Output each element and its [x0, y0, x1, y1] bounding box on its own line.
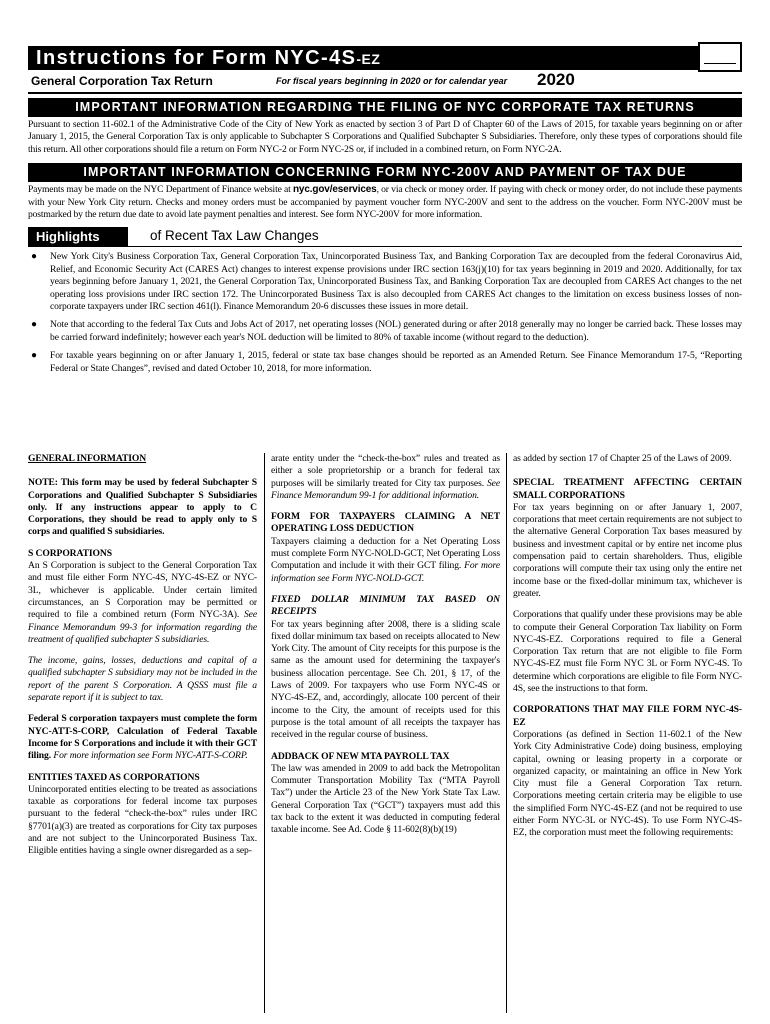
bullet-icon: ●: [31, 350, 37, 362]
entities-text: Unincorporated entities electing to be treated as associations taxable as corporations for federal income tax purposes pursuant to the federal “check-the-box” rules under IRC §7701(a)(3) are treated as corporations for City tax purposes and are not subject to the Unincorporated Business Tax. Eligible entities having a single owner disregarded as a sep-: [28, 783, 257, 857]
bullet-text: For taxable years beginning on or after January 1, 2015, federal or state tax base changes should be reported as an Amended Return. See Finance Memorandum 17-5, “Reporting Federal or State Changes”, revised and dated October 10, 2018, for more information.: [50, 350, 742, 374]
nyc-logo: [698, 42, 742, 72]
nyc-logo-text: NYC: [707, 47, 733, 62]
highlights-subtitle: of Recent Tax Law Changes: [150, 228, 319, 244]
subtitle: General Corporation Tax Return: [31, 74, 213, 88]
federal-s-corp-italic: For more information see Form NYC-ATT-S-CORP.: [51, 750, 248, 762]
note-text: NOTE: This form may be used by federal Subchapter S Corporations and Qualified Subchapter S Subsidiaries only. If any instructions appear to apply to C Corporations, they should be read to apply only to S corps and qualified S subsidiaries.: [28, 477, 257, 538]
eservices-link[interactable]: nyc.gov/eservices: [292, 184, 377, 196]
subtitle-row: [28, 70, 742, 94]
special-treatment-heading: SPECIAL TREATMENT AFFECTING CERTAIN SMALL CORPORATIONS: [513, 477, 742, 501]
qualify-text: Corporations that qualify under these provisions may be able to compute their General Corporation Tax liability on Form NYC-4S-EZ. Corporations required to file a General Corporation Tax return that are not eligible to file Form NYC-4S-EZ must file Form NYC 3L or Form NYC-4S. To determine which corporations are eligible to file Form NYC-4S, see the instructions to that form.: [513, 609, 742, 695]
title-bar: [28, 46, 742, 70]
column-divider: [264, 453, 265, 1013]
column-2: [271, 453, 500, 846]
nyc-logo-rule: [704, 63, 736, 66]
form-title-main: Instructions for Form NYC-4S: [36, 47, 357, 69]
bullet-icon: ●: [31, 319, 37, 331]
payment-text: [28, 184, 742, 221]
may-file-text: Corporations (as defined in Section 11-602.1 of the New York City Administrative Code) doing business, employing capital, owning or leasing property in a corporate or organized capacity, or maintaining an office in New York City must file a General Corporation Tax return. Corporations meeting certain criteria may be eligible to use the simplified Form NYC-4S-EZ (and not be required to use either Form NYC-3L or NYC-4S). To use Form NYC-4S-EZ, the corporation must meet the following requirements:: [513, 728, 742, 839]
qsss-note: The income, gains, losses, deductions and capital of a qualified subchapter S subsidiary may not be included in the report of the parent S Corporation. A QSSS must file a separate report if it is subject to tax.: [28, 655, 257, 704]
highlights-header: [28, 227, 742, 247]
page-header: [28, 46, 742, 381]
column-3: [513, 453, 742, 849]
fixed-dollar-minimum-text: For tax years beginning after 2008, there is a sliding scale fixed dollar minimum tax based on receipts allocated to New York City. The amount of City receipts for this purpose is the same as the amount used for determining the taxpayer's business allocation percentage. See Ch. 201, § 17, of the Laws of 2009. For taxpayers who use Form NYC-4S or NYC-4S-EZ, and, accordingly, allocate 100 percent of their income to the City, the amount of receipts used for this purpose is the total amount of all receipts the taxpayer has received in the regular course of business.: [271, 618, 500, 741]
list-item: [28, 251, 742, 313]
list-item: [28, 350, 742, 375]
check-the-box-body: arate entity under the “check-the-box” rules and treated as either a sole proprietorship or a branch for federal tax purposes will be similarly treated for City tax purposes.: [271, 453, 500, 489]
payment-heading: IMPORTANT INFORMATION CONCERNING FORM NYC-200V AND PAYMENT OF TAX DUE: [28, 163, 742, 182]
nol-italic: For more information see Form NYC-NOLD-GCT.: [271, 560, 500, 584]
column-1: [28, 453, 257, 867]
list-item: [28, 319, 742, 344]
payment-text-after: , or via check or money order. If paying with check or money order, do not include these payments with your New York City return. Checks and money orders must be accompanied by payment voucher form NYC-200V and sent to the address on the voucher. Form NYC-200V must be postmarked by the return due date to avoid late payment penalties and interest. See form NYC-200V for more information.: [28, 184, 743, 221]
special-treatment-text: For tax years beginning on or after January 1, 2007, corporations that meet certain requirements are not subject to the alternative General Corporation Tax bases measured by business and investment capital or by entire net income plus compensation paid to certain shareholders. Thus, eligible corporations will compute their tax using only the entire net income base or the fixed-dollar minimum tax, whichever is greater.: [513, 501, 742, 599]
bullet-text: New York City's Business Corporation Tax, General Corporation Tax, Unincorporated Business Tax, and Banking Corporation Tax are decoupled from the federal Coronavirus Aid, Relief, and Economic Security Act (CARES Act) changes to interest expense provisions under IRC section 163(j)(10) for tax years beginning in 2019 and 2020. Additionally, for tax years beginning before January 1, 2021, the General Corporation Tax, Unincorporated Business Tax, and Banking Corporation Tax are decoupled from CARES Act changes to the net operating loss provisions under IRC section 172. The Unincorporated Business Tax is also decoupled from CARES Act changes to the limitation on excess business losses of non-corporate taxpayers under IRC section 461(l). Finance Memorandum 20-6 discusses these issues in more detail.: [50, 251, 742, 313]
filing-heading: IMPORTANT INFORMATION REGARDING THE FILING OF NYC CORPORATE TAX RETURNS: [28, 98, 742, 117]
filing-text: Pursuant to section 11-602.1 of the Administrative Code of the City of New York as enacted by section 3 of Part D of Chapter 60 of the Laws of 2015, for taxable years beginning on or after January 1, 2015, the General Corporation Tax is only applicable to Subchapter S Corporations and Qualified Subchapter S Subsidiaries. Therefore, only these types of corporations should file this return. All other corporations should file a return on Form NYC-2 or Form NYC-2S or, if included in a combined return, on Form NYC-2A.: [28, 119, 742, 155]
form-title-suffix: -EZ: [356, 51, 381, 67]
instruction-columns: [28, 453, 742, 1013]
nol-heading: FORM FOR TAXPAYERS CLAIMING A NET OPERATING LOSS DEDUCTION: [271, 511, 500, 535]
column-divider: [506, 453, 507, 1013]
general-information-heading: GENERAL INFORMATION: [28, 453, 147, 464]
check-the-box-cont: [271, 453, 500, 502]
s-corporations-body: An S Corporation is subject to the General Corporation Tax and must file either Form NYC-4S, NYC-4S-EZ or NYC-3L, whichever is applicable. Under certain limited circumstances, an S Corporation may be permitted or required to file a combined return (Form NYC-3A).: [28, 560, 257, 621]
form-title: [36, 47, 380, 70]
federal-s-corp-bold: Federal S corporation taxpayers must complete the form NYC-ATT-S-CORP, Calculation of Federal Taxable Income for S Corporations and include it with their GCT filing.: [28, 713, 257, 762]
bullet-icon: ●: [31, 251, 37, 263]
s-corporations-italic: See Finance Memorandum 99-3 for information regarding the treatment of qualified subchapter S subsidiaries.: [28, 609, 257, 645]
mta-payroll-heading: ADDBACK OF NEW MTA PAYROLL TAX: [271, 750, 450, 762]
nol-text: [271, 536, 500, 585]
fixed-dollar-minimum-heading: FIXED DOLLAR MINIMUM TAX BASED ON RECEIPTS: [271, 593, 500, 618]
entities-heading: ENTITIES TAXED AS CORPORATIONS: [28, 771, 200, 783]
fiscal-note: For fiscal years beginning in 2020 or for calendar year: [276, 76, 508, 86]
mta-payroll-text: The law was amended in 2009 to add back the Metropolitan Commuter Transportation Mobility Tax (“MTA Payroll Tax”) under the Article 23 of the New York State Tax Law. General Corporation Tax (“GCT”) taxpayers must add this tax back to the extent it was deducted in computing federal taxable income. See Ad. Code § 11-602(8)(b)(19): [271, 762, 500, 836]
may-file-heading: CORPORATIONS THAT MAY FILE FORM NYC-4S-EZ: [513, 704, 742, 728]
federal-s-corp-text: [28, 713, 257, 762]
nol-body: Taxpayers claiming a deduction for a Net Operating Loss must complete Form NYC-NOLD-GCT, Net Operating Loss Computation and include it with their GCT filing.: [271, 535, 500, 572]
highlights-list: [28, 251, 742, 375]
bullet-text: Note that according to the federal Tax Cuts and Jobs Act of 2017, net operating losses (NOL) generated during or after 2018 generally may no longer be carried back. These losses may be carried forward indefinitely; however each year's NOL deduction will be limited to 80% of taxable income (without regard to the deduction).: [50, 319, 742, 343]
s-corporations-heading: S CORPORATIONS: [28, 547, 112, 559]
tax-year: 2020: [537, 70, 575, 89]
s-corporations-text: [28, 560, 257, 646]
payment-text-before: Payments may be made on the NYC Department of Finance website at: [28, 184, 293, 196]
mta-cont-text: as added by section 17 of Chapter 25 of the Laws of 2009.: [513, 453, 732, 464]
highlights-label: Highlights: [28, 227, 128, 246]
check-the-box-italic: See Finance Memorandum 99-1 for additional information.: [271, 477, 500, 501]
